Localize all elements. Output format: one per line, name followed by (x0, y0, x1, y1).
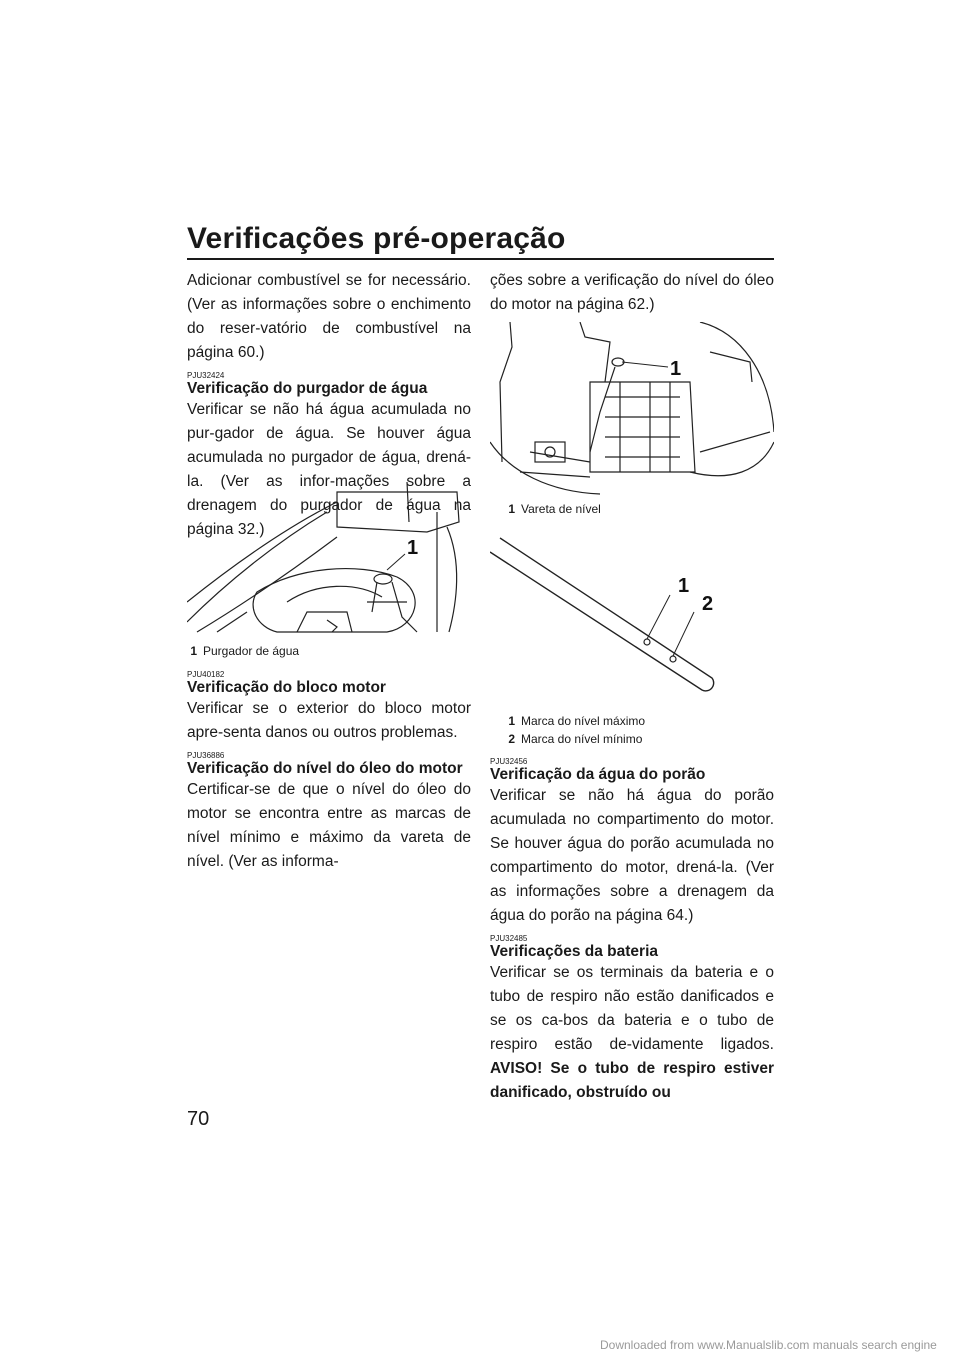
section-code: PJU32485 (490, 934, 528, 943)
section-heading-engine-oil: Verificação do nível do óleo do motor (187, 760, 463, 777)
fig3-caption-1 (505, 712, 645, 730)
fig2-caption-num: 1 (508, 502, 515, 516)
level-marks-figure (490, 530, 774, 750)
fig2-caption-text: Vareta de nível (521, 502, 601, 516)
section-heading-bilge-water: Verificação da água do porão (490, 766, 706, 783)
section-code: PJU36886 (187, 751, 225, 760)
fig3-callout-2: 2 (702, 593, 714, 615)
page-title: Verificações pré-operação (187, 222, 566, 255)
battery-warning: AVISO! Se o tubo de respiro estiver danificado, obstruído ou (490, 1060, 774, 1101)
fig1-caption-text: Purgador de água (203, 644, 300, 658)
title-underline (187, 258, 774, 260)
dipstick-figure (490, 322, 774, 522)
section-heading-battery: Verificações da bateria (490, 943, 659, 960)
section-code: PJU32456 (490, 757, 528, 766)
intro-paragraph: Adicionar combustível se for necessário. (Ver as informações sobre o enchimento do reser-vatório de combustível na página 60.) (187, 272, 471, 361)
fig3-caption-1-num: 1 (508, 714, 515, 728)
fig3-callout-1: 1 (678, 575, 690, 597)
section-code: PJU32424 (187, 371, 225, 380)
bilge-water-paragraph: Verificar se não há água do porão acumulada no compartimento do motor. Se houver água do porão acumulada no compartimento do motor, drená-la. (Ver as informações sobre a drenagem da água do porão na página 64.) (490, 787, 774, 924)
engine-block-paragraph: Verificar se o exterior do bloco motor apre-senta danos ou outros problemas. (187, 700, 471, 741)
level-marks-illustration (490, 530, 774, 695)
left-column-bottom (187, 664, 471, 874)
section-heading-engine-block: Verificação do bloco motor (187, 679, 386, 696)
battery-text: Verificar se os terminais da bateria e o tubo de respiro não estão danificados e se os ca-bos da bateria e o tubo de respiro estão de-vidamente ligados. (490, 964, 774, 1053)
fig1-caption-num: 1 (190, 644, 197, 658)
engine-oil-paragraph: Certificar-se de que o nível do óleo do motor se encontra entre as marcas de nível mínimo e máximo da vareta de nível. (Ver as informa- (187, 781, 471, 870)
fig1-caption (187, 642, 299, 660)
fig2-callout: 1 (670, 358, 682, 380)
footer-watermark: Downloaded from www.Manualslib.com manuals search engine (600, 1338, 937, 1352)
page-number: 70 (187, 1108, 210, 1130)
fig3-caption-2 (505, 730, 642, 748)
fig3-caption-2-num: 2 (508, 732, 515, 746)
fig2-caption (505, 500, 601, 518)
fig3-caption-1-text: Marca do nível máximo (521, 714, 646, 728)
right-column-bottom (490, 751, 774, 1105)
fig1-callout: 1 (407, 537, 419, 559)
water-trap-figure (187, 482, 471, 662)
section-heading-water-trap: Verificação do purgador de água (187, 380, 428, 397)
battery-paragraph (490, 961, 774, 1105)
water-trap-illustration (187, 482, 471, 642)
engine-oil-continued-paragraph: ções sobre a verificação do nível do óleo do motor na página 62.) (490, 272, 774, 313)
water-trap-paragraph: Verificar se não há água acumulada no pur-gador de água. Se houver água acumulada no purgador de água, drená-la. (Ver as infor-mações sobre a drenagem do purgador de água na página 32.) (187, 401, 471, 538)
dipstick-illustration (490, 322, 774, 497)
section-code: PJU40182 (187, 670, 225, 679)
right-column-top (490, 269, 774, 317)
fig3-caption-2-text: Marca do nível mínimo (521, 732, 643, 746)
